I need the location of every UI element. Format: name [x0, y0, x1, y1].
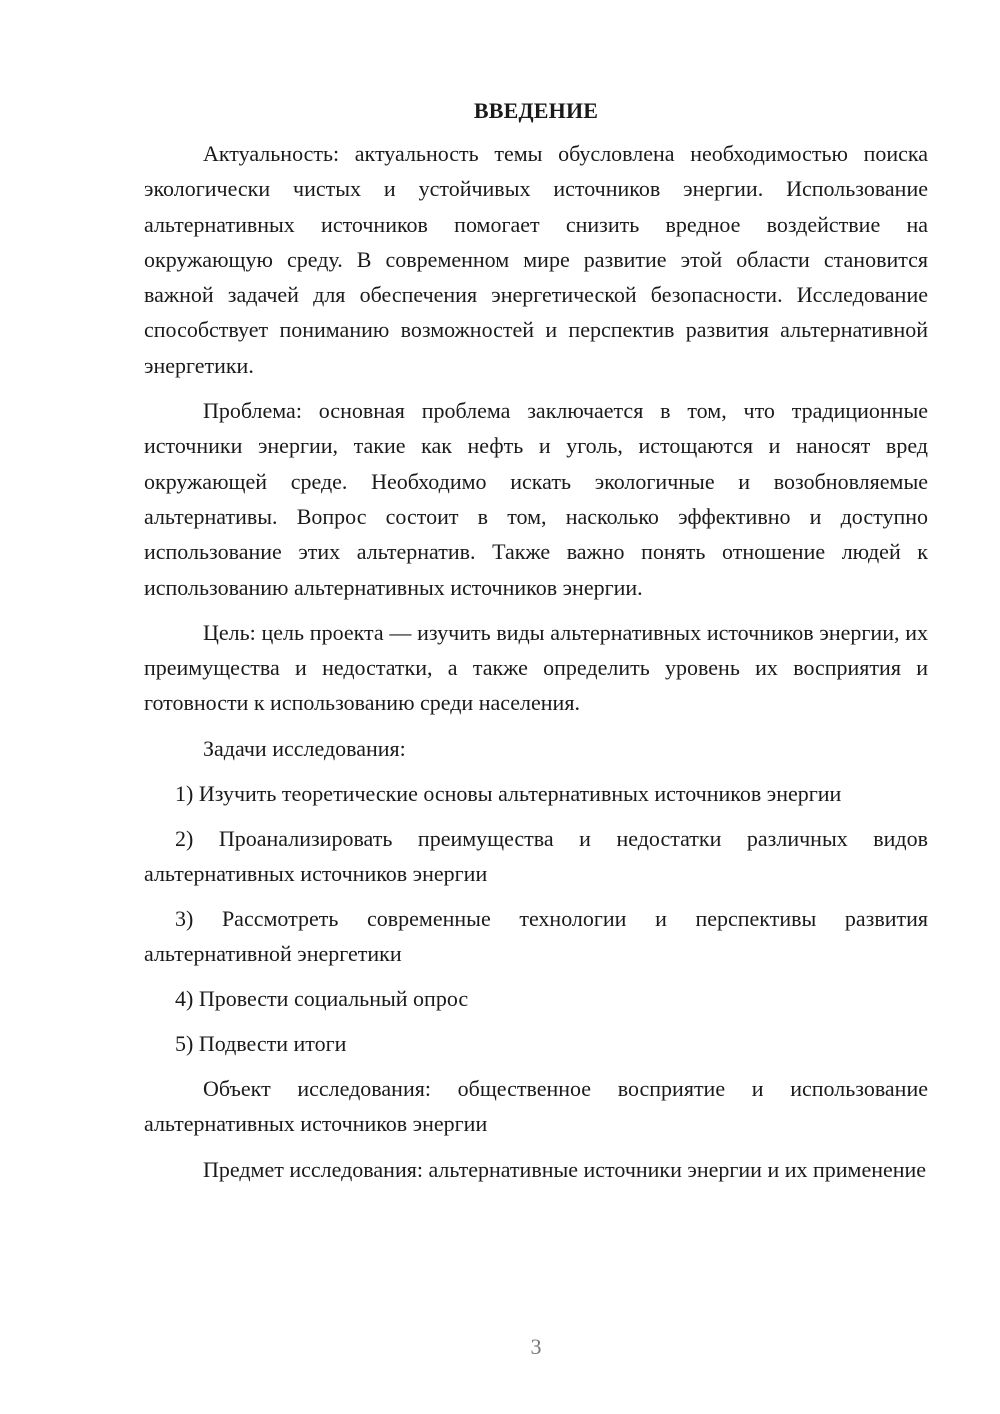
relevance-paragraph: Актуальность: актуальность темы обусловлена необходимостью поиска экологически чистых и устойчивых источников энергии. Использование альтернативных источников помогает снизить вредное воздействие на окружающую среду. В современном мире развитие этой области становится важной задачей для обеспечения энергетической безопасности. Исследование способствует пониманию возможностей и перспектив развития альтернативной энергетики.: [144, 141, 928, 378]
task-item-4: 4) Провести социальный опрос: [175, 986, 469, 1012]
page-content: [144, 96, 928, 1197]
object-paragraph: Объект исследования: общественное восприятие и использование альтернативных источников энергии: [144, 1076, 928, 1137]
task-item-3: 3) Рассмотреть современные технологии и перспективы развития альтернативной энергетики: [144, 906, 928, 967]
section-title: ВВЕДЕНИЕ: [473, 98, 599, 123]
task-item-5: 5) Подвести итоги: [175, 1031, 347, 1057]
task-item-2: 2) Проанализировать преимущества и недостатки различных видов альтернативных источников энергии: [144, 826, 928, 887]
task-item-1: 1) Изучить теоретические основы альтернативных источников энергии: [175, 781, 842, 807]
problem-paragraph: Проблема: основная проблема заключается в том, что традиционные источники энергии, такие как нефть и уголь, истощаются и наносят вред окружающей среде. Необходимо искать экологичные и возобновляемые альтернативы. Вопрос состоит в том, насколько эффективно и доступно использование этих альтернатив. Также важно понять отношение людей к использованию альтернативных источников энергии.: [144, 398, 928, 600]
subject-paragraph: Предмет исследования: альтернативные источники энергии и их применение: [203, 1156, 927, 1182]
tasks-heading: Задачи исследования:: [203, 735, 406, 761]
page-number: 3: [530, 1334, 542, 1359]
goal-paragraph: Цель: цель проекта — изучить виды альтернативных источников энергии, их преимущества и недостатки, а также определить уровень их восприятия и готовности к использованию среди населения.: [144, 619, 928, 716]
